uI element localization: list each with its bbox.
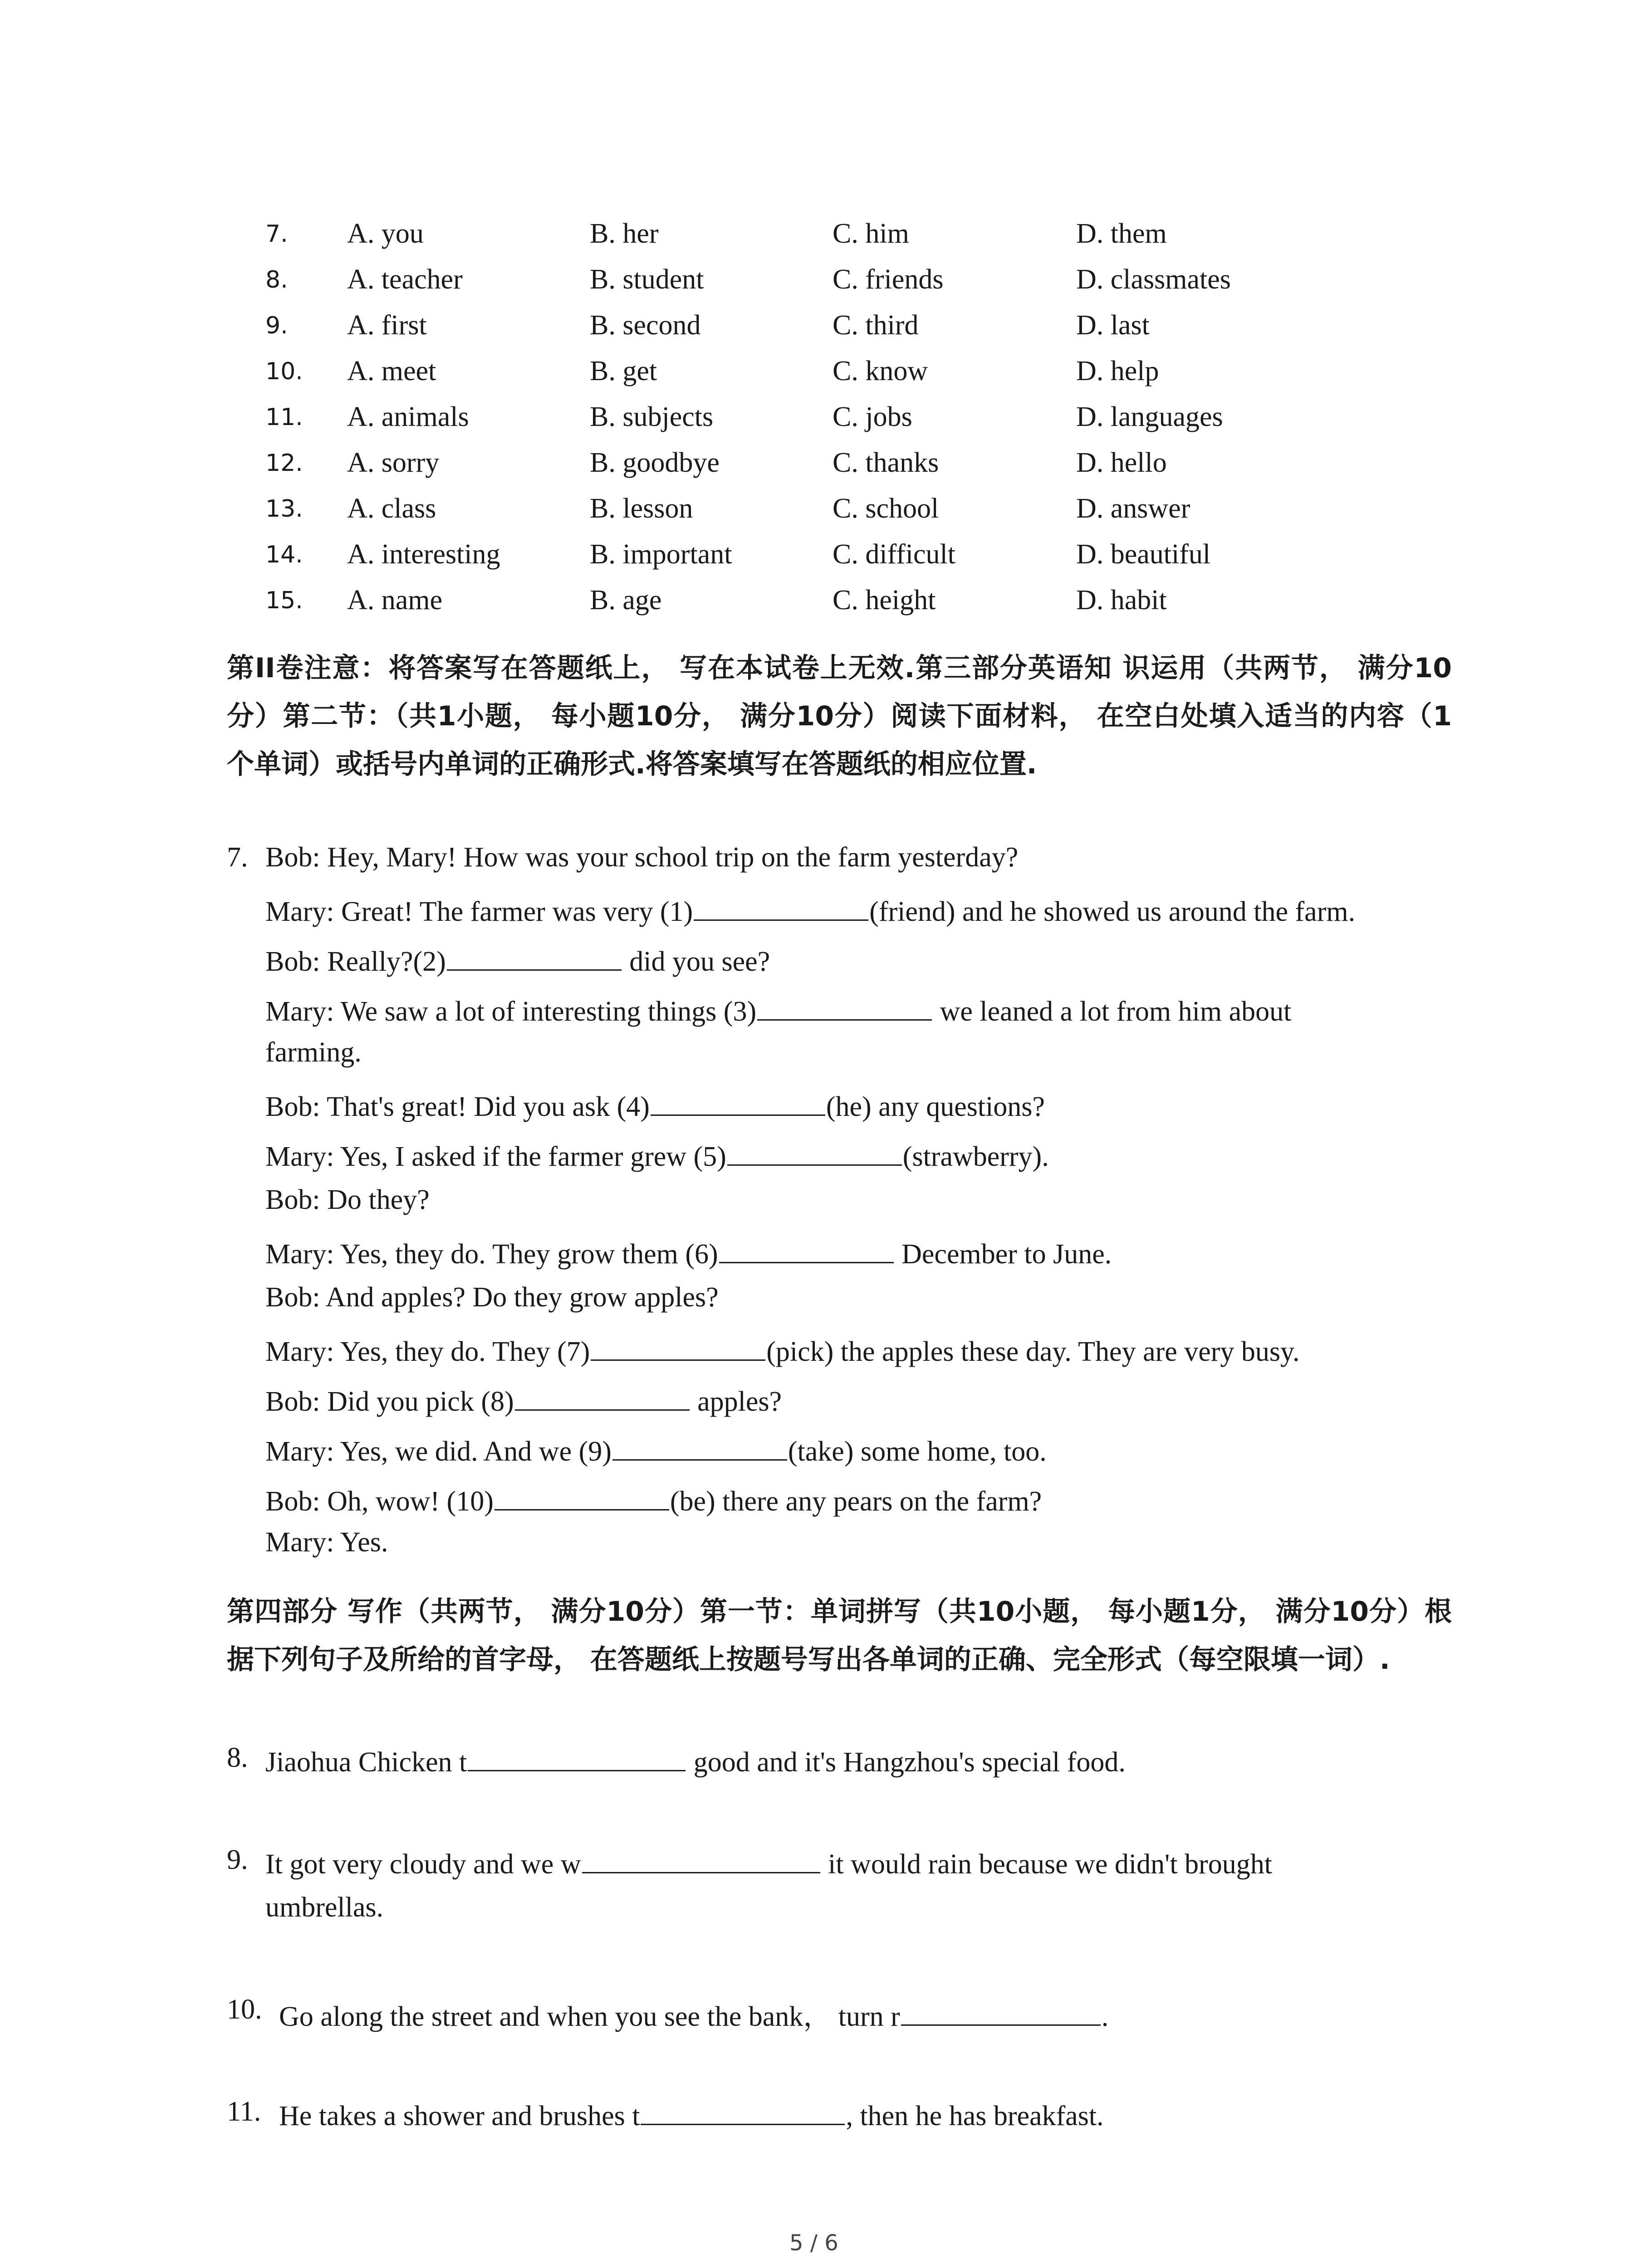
page-number: 5 / 6 [789, 2230, 838, 2256]
option-row [0, 218, 1641, 264]
answer-blank[interactable] [641, 2096, 845, 2125]
dialogue-line: farming. [265, 1037, 362, 1068]
option-d: D. languages [1076, 401, 1223, 432]
option-a: A. sorry [347, 447, 440, 478]
spelling-question-continued: umbrellas. [265, 1892, 383, 1923]
answer-blank[interactable] [582, 1844, 820, 1873]
question-number: 13. [265, 495, 303, 523]
answer-blank[interactable] [719, 1234, 894, 1263]
option-a: A. first [347, 310, 427, 341]
question-number: 9. [265, 312, 288, 339]
dialogue-line: Bob: Do they? [265, 1184, 430, 1215]
option-d: D. habit [1076, 585, 1167, 616]
question-number: 14. [265, 541, 303, 568]
option-d: D. beautiful [1076, 539, 1211, 570]
option-row [0, 447, 1641, 493]
option-d: D. help [1076, 356, 1159, 386]
option-row [0, 401, 1641, 447]
dialogue-line: Bob: And apples? Do they grow apples? [265, 1282, 719, 1313]
dialogue-line: Bob: Really?(2) did you see? [265, 941, 770, 978]
option-d: D. classmates [1076, 264, 1231, 295]
option-row [0, 584, 1641, 630]
question-number: 11. [227, 2096, 261, 2127]
answer-blank[interactable] [612, 1431, 787, 1461]
question-number: 8. [227, 1742, 248, 1773]
option-d: D. hello [1076, 447, 1167, 478]
option-a: A. interesting [347, 539, 500, 570]
spelling-question: Go along the street and when you see the bank， turn r . [279, 1994, 1108, 2034]
option-row [0, 264, 1641, 309]
question-number: 15. [265, 587, 303, 614]
dialogue-line: Mary: Yes, we did. And we (9) (take) some home, too. [265, 1431, 1047, 1468]
dialogue-line: Mary: We saw a lot of interesting things (3) we leaned a lot from him about [265, 991, 1291, 1028]
option-a: A. animals [347, 401, 469, 432]
question-number: 9. [227, 1844, 248, 1875]
question-number: 12. [265, 450, 303, 477]
option-a: A. you [347, 218, 424, 249]
question-number: 10. [265, 358, 303, 385]
option-d: D. last [1076, 310, 1150, 341]
option-b: B. important [590, 539, 732, 570]
answer-blank[interactable] [515, 1381, 690, 1411]
dialogue-line: Mary: Yes, they do. They (7) (pick) the apples these day. They are very busy. [265, 1331, 1300, 1368]
answer-blank[interactable] [495, 1481, 669, 1510]
option-row [0, 538, 1641, 584]
option-b: B. lesson [590, 493, 693, 524]
dialogue-number: 7. [227, 842, 248, 873]
option-b: B. age [590, 585, 662, 616]
option-d: D. answer [1076, 493, 1190, 524]
option-c: C. thanks [833, 447, 939, 478]
option-c: C. school [833, 493, 939, 524]
answer-blank[interactable] [591, 1331, 765, 1361]
option-a: A. meet [347, 356, 436, 386]
dialogue-line: Bob: Did you pick (8) apples? [265, 1381, 782, 1418]
answer-blank[interactable] [901, 1996, 1101, 2026]
spelling-question: Jiaohua Chicken t good and it's Hangzhou's special food. [265, 1742, 1126, 1779]
option-c: C. difficult [833, 539, 955, 570]
option-row [0, 355, 1641, 401]
dialogue-line: Bob: Oh, wow! (10) (be) there any pears on the farm? [265, 1481, 1042, 1518]
option-b: B. get [590, 356, 657, 386]
option-c: C. know [833, 356, 928, 386]
dialogue-line: Bob: Hey, Mary! How was your school trip on the farm yesterday? [265, 842, 1019, 873]
section-notice: 第四部分 写作（共两节， 满分10分）第一节：单词拼写（共10小题， 每小题1分， 满分10分）根据下列句子及所给的首字母， 在答题纸上按题号写出各单词的正确、完全形式（每空限填一词）. [227, 1596, 1452, 1676]
question-number: 11. [265, 404, 303, 431]
answer-blank[interactable] [757, 991, 932, 1021]
answer-blank[interactable] [468, 1742, 686, 1771]
option-c: C. jobs [833, 401, 912, 432]
spelling-question: It got very cloudy and we w it would rain because we didn't brought [265, 1844, 1272, 1881]
option-c: C. him [833, 218, 909, 249]
option-d: D. them [1076, 218, 1167, 249]
section-notice: 第II卷注意：将答案写在答题纸上， 写在本试卷上无效.第三部分英语知 识运用（共两节， 满分10分）第二节：（共1小题， 每小题10分， 满分10分）阅读下面材料， 在空白处填入适当的内容（1 个单词）或括号内单词的正确形式.将答案填写在答题纸的相应位置. [227, 652, 1452, 780]
answer-blank[interactable] [727, 1136, 902, 1166]
option-b: B. second [590, 310, 701, 341]
option-c: C. third [833, 310, 919, 341]
option-b: B. her [590, 218, 659, 249]
dialogue-line: Mary: Yes, they do. They grow them (6) December to June. [265, 1234, 1112, 1271]
option-b: B. subjects [590, 401, 714, 432]
option-c: C. height [833, 585, 936, 616]
dialogue-line: Mary: Yes. [265, 1527, 388, 1558]
option-c: C. friends [833, 264, 944, 295]
answer-blank[interactable] [694, 891, 868, 921]
option-a: A. class [347, 493, 436, 524]
dialogue-line: Bob: That's great! Did you ask (4) (he) any questions? [265, 1086, 1045, 1123]
dialogue-line: Mary: Great! The farmer was very (1) (friend) and he showed us around the farm. [265, 891, 1355, 928]
question-number: 7. [265, 220, 288, 248]
option-row [0, 309, 1641, 355]
option-a: A. name [347, 585, 443, 616]
question-number: 10. [227, 1994, 262, 2025]
option-row [0, 493, 1641, 538]
dialogue-line: Mary: Yes, I asked if the farmer grew (5) (strawberry). [265, 1136, 1049, 1173]
question-number: 8. [265, 266, 288, 293]
option-b: B. goodbye [590, 447, 720, 478]
answer-blank[interactable] [447, 941, 622, 971]
option-b: B. student [590, 264, 704, 295]
spelling-question: He takes a shower and brushes t , then he has breakfast. [279, 2096, 1104, 2132]
answer-blank[interactable] [651, 1086, 825, 1116]
option-a: A. teacher [347, 264, 463, 295]
